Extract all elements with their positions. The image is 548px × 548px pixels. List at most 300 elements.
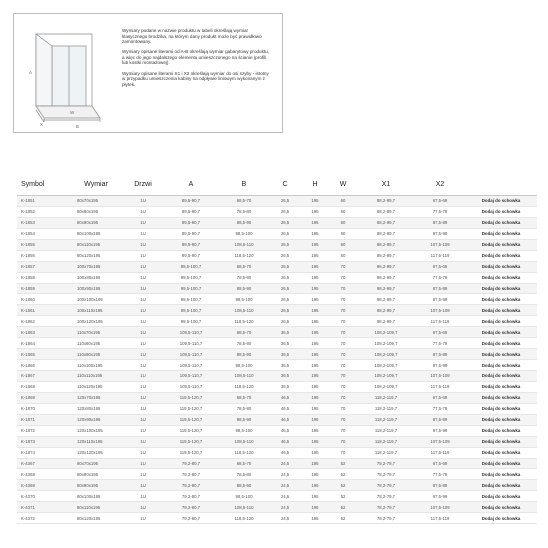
- table-row: [17, 239, 537, 250]
- cell-b: 108,5-110: [219, 239, 269, 250]
- cell-b: 78,5-80: [219, 272, 269, 283]
- table-row: [17, 502, 537, 513]
- cell-b: 98,5-100: [219, 294, 269, 305]
- cell-symbol: K-1860: [17, 294, 69, 305]
- cell-c: 26,5: [269, 261, 301, 272]
- cell-h: 195: [301, 425, 329, 436]
- cell-x1: 78,2-79,7: [357, 480, 415, 491]
- add-to-clipboard-link[interactable]: Dodaj do schowka: [465, 469, 537, 480]
- cell-wymiar: 80x120x195: [69, 250, 123, 261]
- cell-wymiar: 120x90x195: [69, 414, 123, 425]
- cell-symbol: K-1867: [17, 371, 69, 382]
- cell-x2: 77,5-79: [415, 403, 465, 414]
- cell-w: 60: [329, 206, 357, 217]
- cell-a: 79,2-80,7: [163, 469, 219, 480]
- cell-h: 195: [301, 250, 329, 261]
- cell-wymiar: 80x80x195: [69, 206, 123, 217]
- cell-x1: 108,2-109,7: [357, 371, 415, 382]
- cell-c: 36,5: [269, 349, 301, 360]
- cell-b: 88,5-90: [219, 414, 269, 425]
- cell-x1: 98,2-99,7: [357, 294, 415, 305]
- cell-x2: 97,5-99: [415, 228, 465, 239]
- cell-w: 52: [329, 513, 357, 524]
- table-row: [17, 436, 537, 447]
- add-to-clipboard-link[interactable]: Dodaj do schowka: [465, 436, 537, 447]
- cell-a: 79,2-80,7: [163, 480, 219, 491]
- cell-c: 36,5: [269, 327, 301, 338]
- cell-w: 70: [329, 272, 357, 283]
- table-row: [17, 491, 537, 502]
- label-a: A: [29, 70, 33, 75]
- add-to-clipboard-link[interactable]: Dodaj do schowka: [465, 305, 537, 316]
- add-to-clipboard-link[interactable]: Dodaj do schowka: [465, 502, 537, 513]
- cell-b: 98,5-100: [219, 360, 269, 371]
- cell-wymiar: 100x70x195: [69, 261, 123, 272]
- cell-w: 70: [329, 327, 357, 338]
- cell-drzwi: 1U: [123, 513, 163, 524]
- cell-w: 70: [329, 371, 357, 382]
- cell-wymiar: 120x100x195: [69, 425, 123, 436]
- add-to-clipboard-link[interactable]: Dodaj do schowka: [465, 480, 537, 491]
- cell-wymiar: 100x100x195: [69, 294, 123, 305]
- cell-symbol: K-1859: [17, 283, 69, 294]
- cell-h: 195: [301, 217, 329, 228]
- add-to-clipboard-link[interactable]: Dodaj do schowka: [465, 196, 537, 207]
- cell-b: 88,5-90: [219, 283, 269, 294]
- cell-x2: 67,5-69: [415, 327, 465, 338]
- cell-x2: 77,5-79: [415, 206, 465, 217]
- cell-b: 98,5-100: [219, 425, 269, 436]
- cell-w: 70: [329, 392, 357, 403]
- cell-x1: 108,2-109,7: [357, 327, 415, 338]
- cell-x2: 97,5-99: [415, 425, 465, 436]
- add-to-clipboard-link[interactable]: Dodaj do schowka: [465, 327, 537, 338]
- cell-a: 109,5-110,7: [163, 371, 219, 382]
- shower-diagram: [14, 14, 124, 132]
- cell-x1: 78,2-79,7: [357, 513, 415, 524]
- cell-wymiar: 120x80x195: [69, 403, 123, 414]
- cell-h: 195: [301, 436, 329, 447]
- col-c: C: [269, 173, 301, 196]
- cell-drzwi: 1U: [123, 228, 163, 239]
- cell-c: 26,5: [269, 305, 301, 316]
- cell-a: 79,2-80,7: [163, 513, 219, 524]
- add-to-clipboard-link[interactable]: Dodaj do schowka: [465, 228, 537, 239]
- cell-h: 195: [301, 502, 329, 513]
- cell-w: 60: [329, 217, 357, 228]
- cell-x2: 117,5-119: [415, 381, 465, 392]
- cell-x1: 88,2-89,7: [357, 206, 415, 217]
- cell-drzwi: 1U: [123, 458, 163, 469]
- cell-symbol: K-1872: [17, 425, 69, 436]
- cell-b: 78,5-80: [219, 469, 269, 480]
- table-row: [17, 480, 537, 491]
- table-row: [17, 206, 537, 217]
- cell-c: 24,5: [269, 480, 301, 491]
- col-x1: X1: [357, 173, 415, 196]
- cell-h: 195: [301, 447, 329, 458]
- cell-a: 109,5-110,7: [163, 327, 219, 338]
- cell-wymiar: 120x120x195: [69, 447, 123, 458]
- cell-x2: 87,5-89: [415, 283, 465, 294]
- cell-wymiar: 100x110x195: [69, 305, 123, 316]
- cell-h: 195: [301, 294, 329, 305]
- cell-a: 99,5-100,7: [163, 316, 219, 327]
- cell-wymiar: 80x90x195: [69, 217, 123, 228]
- cell-a: 99,5-100,7: [163, 294, 219, 305]
- cell-x2: 87,5-89: [415, 217, 465, 228]
- add-to-clipboard-link[interactable]: Dodaj do schowka: [465, 425, 537, 436]
- cell-c: 26,5: [269, 217, 301, 228]
- table-row: [17, 414, 537, 425]
- cell-x2: 77,5-79: [415, 272, 465, 283]
- cell-x2: 87,5-89: [415, 414, 465, 425]
- add-to-clipboard-link[interactable]: Dodaj do schowka: [465, 491, 537, 502]
- table-row: [17, 327, 537, 338]
- cell-x1: 98,2-99,7: [357, 305, 415, 316]
- cell-a: 89,5-90,7: [163, 196, 219, 207]
- cell-x2: 117,5-119: [415, 513, 465, 524]
- cell-wymiar: 110x110x195: [69, 371, 123, 382]
- cell-symbol: K-4367: [17, 458, 69, 469]
- cell-x1: 88,2-89,7: [357, 228, 415, 239]
- add-to-clipboard-link[interactable]: Dodaj do schowka: [465, 381, 537, 392]
- cell-drzwi: 1U: [123, 327, 163, 338]
- cell-c: 24,5: [269, 469, 301, 480]
- cell-b: 78,5-80: [219, 338, 269, 349]
- table-row: [17, 338, 537, 349]
- cell-w: 70: [329, 381, 357, 392]
- cell-a: 119,5-120,7: [163, 436, 219, 447]
- cell-drzwi: 1U: [123, 338, 163, 349]
- add-to-clipboard-link[interactable]: Dodaj do schowka: [465, 261, 537, 272]
- cell-x1: 98,2-99,7: [357, 272, 415, 283]
- cell-drzwi: 1U: [123, 392, 163, 403]
- cell-symbol: K-1871: [17, 414, 69, 425]
- cell-drzwi: 1U: [123, 261, 163, 272]
- cell-x1: 78,2-79,7: [357, 502, 415, 513]
- table-row: [17, 371, 537, 382]
- cell-symbol: K-1865: [17, 349, 69, 360]
- cell-drzwi: 1U: [123, 480, 163, 491]
- cell-symbol: K-1873: [17, 436, 69, 447]
- cell-drzwi: 1U: [123, 469, 163, 480]
- add-to-clipboard-link[interactable]: Dodaj do schowka: [465, 371, 537, 382]
- cell-symbol: K-1866: [17, 360, 69, 371]
- cell-a: 89,5-90,7: [163, 217, 219, 228]
- cell-x1: 88,2-89,7: [357, 239, 415, 250]
- cell-a: 109,5-110,7: [163, 360, 219, 371]
- cell-symbol: K-1853: [17, 217, 69, 228]
- cell-h: 195: [301, 491, 329, 502]
- cell-b: 108,5-110: [219, 371, 269, 382]
- add-to-clipboard-link[interactable]: Dodaj do schowka: [465, 294, 537, 305]
- cell-h: 195: [301, 513, 329, 524]
- cell-b: 68,5-70: [219, 327, 269, 338]
- cell-x1: 108,2-109,7: [357, 338, 415, 349]
- cell-symbol: K-1854: [17, 228, 69, 239]
- cell-h: 195: [301, 283, 329, 294]
- col-w: W: [329, 173, 357, 196]
- cell-symbol: K-1870: [17, 403, 69, 414]
- cell-c: 46,5: [269, 392, 301, 403]
- cell-w: 70: [329, 436, 357, 447]
- cell-h: 195: [301, 261, 329, 272]
- cell-symbol: K-1862: [17, 316, 69, 327]
- add-to-clipboard-link[interactable]: Dodaj do schowka: [465, 403, 537, 414]
- table-row: [17, 349, 537, 360]
- cell-c: 36,5: [269, 338, 301, 349]
- cell-symbol: K-1857: [17, 261, 69, 272]
- cell-c: 26,5: [269, 239, 301, 250]
- cell-x1: 78,2-79,7: [357, 469, 415, 480]
- cell-a: 119,5-120,7: [163, 425, 219, 436]
- add-to-clipboard-link[interactable]: Dodaj do schowka: [465, 283, 537, 294]
- cell-x2: 117,5-119: [415, 316, 465, 327]
- add-to-clipboard-link[interactable]: Dodaj do schowka: [465, 250, 537, 261]
- add-to-clipboard-link[interactable]: Dodaj do schowka: [465, 414, 537, 425]
- add-to-clipboard-link[interactable]: Dodaj do schowka: [465, 447, 537, 458]
- cell-symbol: K-1868: [17, 381, 69, 392]
- cell-c: 36,5: [269, 360, 301, 371]
- cell-w: 60: [329, 250, 357, 261]
- cell-w: 60: [329, 239, 357, 250]
- cell-symbol: K-4371: [17, 502, 69, 513]
- cell-b: 78,5-80: [219, 206, 269, 217]
- cell-w: 70: [329, 360, 357, 371]
- cell-x1: 88,2-89,7: [357, 196, 415, 207]
- add-to-clipboard-link[interactable]: Dodaj do schowka: [465, 392, 537, 403]
- cell-h: 195: [301, 327, 329, 338]
- cell-a: 109,5-110,7: [163, 338, 219, 349]
- table-row: [17, 316, 537, 327]
- cell-h: 195: [301, 360, 329, 371]
- cell-b: 98,5-100: [219, 491, 269, 502]
- cell-drzwi: 1U: [123, 491, 163, 502]
- cell-drzwi: 1U: [123, 381, 163, 392]
- cell-a: 89,5-90,7: [163, 206, 219, 217]
- label-w: W: [70, 110, 75, 115]
- cell-drzwi: 1U: [123, 349, 163, 360]
- cell-symbol: K-1858: [17, 272, 69, 283]
- cell-a: 119,5-120,7: [163, 414, 219, 425]
- cell-b: 118,5-120: [219, 513, 269, 524]
- cell-x2: 87,5-89: [415, 349, 465, 360]
- cell-h: 195: [301, 272, 329, 283]
- cell-drzwi: 1U: [123, 502, 163, 513]
- cell-c: 46,5: [269, 447, 301, 458]
- col-symbol: Symbol: [17, 173, 69, 196]
- cell-wymiar: 110x80x195: [69, 338, 123, 349]
- cell-b: 118,5-120: [219, 250, 269, 261]
- cell-x1: 118,2-119,7: [357, 403, 415, 414]
- cell-b: 68,5-70: [219, 196, 269, 207]
- cell-x2: 117,5-119: [415, 447, 465, 458]
- cell-w: 70: [329, 403, 357, 414]
- add-to-clipboard-link[interactable]: Dodaj do schowka: [465, 513, 537, 524]
- cell-c: 26,5: [269, 228, 301, 239]
- table-row: [17, 283, 537, 294]
- cell-wymiar: 80x120x195: [69, 513, 123, 524]
- cell-h: 195: [301, 349, 329, 360]
- cell-h: 195: [301, 414, 329, 425]
- cell-drzwi: 1U: [123, 316, 163, 327]
- cell-a: 89,5-90,7: [163, 239, 219, 250]
- cell-w: 70: [329, 316, 357, 327]
- cell-symbol: K-1869: [17, 392, 69, 403]
- cell-x2: 97,5-99: [415, 360, 465, 371]
- cell-x2: 117,5-119: [415, 250, 465, 261]
- cell-w: 70: [329, 294, 357, 305]
- cell-wymiar: 80x80x195: [69, 469, 123, 480]
- cell-x2: 77,5-79: [415, 338, 465, 349]
- table-row: [17, 217, 537, 228]
- cell-h: 195: [301, 196, 329, 207]
- cell-wymiar: 80x110x195: [69, 502, 123, 513]
- cell-w: 70: [329, 349, 357, 360]
- cell-h: 195: [301, 392, 329, 403]
- cell-b: 108,5-110: [219, 502, 269, 513]
- add-to-clipboard-link[interactable]: Dodaj do schowka: [465, 239, 537, 250]
- cell-x2: 107,5-109: [415, 436, 465, 447]
- table-row: [17, 360, 537, 371]
- cell-wymiar: 80x110x195: [69, 239, 123, 250]
- table-row: [17, 250, 537, 261]
- cell-x2: 107,5-109: [415, 502, 465, 513]
- cell-a: 109,5-110,7: [163, 349, 219, 360]
- cell-x1: 108,2-109,7: [357, 349, 415, 360]
- cell-x2: 87,5-89: [415, 480, 465, 491]
- cell-w: 70: [329, 414, 357, 425]
- cell-drzwi: 1U: [123, 206, 163, 217]
- cell-c: 26,5: [269, 272, 301, 283]
- cell-drzwi: 1U: [123, 294, 163, 305]
- cell-a: 109,5-110,7: [163, 381, 219, 392]
- cell-w: 70: [329, 425, 357, 436]
- col-action: [465, 173, 537, 196]
- cell-symbol: K-1863: [17, 327, 69, 338]
- cell-h: 195: [301, 458, 329, 469]
- cell-drzwi: 1U: [123, 239, 163, 250]
- add-to-clipboard-link[interactable]: Dodaj do schowka: [465, 338, 537, 349]
- cell-c: 46,5: [269, 414, 301, 425]
- note-3: Wymiary opisane literami X1 i X2 określają wymiar do osi szyby - istotny w przypadku umieszczenia kabiny na odpływie liniowym wykonanym z płytek.: [122, 70, 269, 87]
- cell-w: 52: [329, 469, 357, 480]
- cell-h: 195: [301, 480, 329, 491]
- cell-h: 195: [301, 206, 329, 217]
- table-row: [17, 447, 537, 458]
- cell-a: 99,5-100,7: [163, 261, 219, 272]
- cell-drzwi: 1U: [123, 436, 163, 447]
- cell-b: 108,5-110: [219, 436, 269, 447]
- table-body: [17, 196, 537, 524]
- note-2: Wymiary opisane literami od A-B określają wymiar gabarytowy produktu, a więc do jego najdalszego elementu umieszczonego na ścianie (profili lub kostki montażowej).: [122, 49, 270, 66]
- add-to-clipboard-link[interactable]: Dodaj do schowka: [465, 206, 537, 217]
- cell-symbol: K-1874: [17, 447, 69, 458]
- cell-b: 88,5-90: [219, 349, 269, 360]
- cell-drzwi: 1U: [123, 371, 163, 382]
- cell-a: 99,5-100,7: [163, 272, 219, 283]
- cell-wymiar: 80x90x195: [69, 480, 123, 491]
- table-row: [17, 513, 537, 524]
- cell-h: 195: [301, 338, 329, 349]
- add-to-clipboard-link[interactable]: Dodaj do schowka: [465, 458, 537, 469]
- cell-h: 195: [301, 316, 329, 327]
- add-to-clipboard-link[interactable]: Dodaj do schowka: [465, 217, 537, 228]
- cell-c: 46,5: [269, 436, 301, 447]
- cell-x1: 98,2-99,7: [357, 283, 415, 294]
- cell-drzwi: 1U: [123, 360, 163, 371]
- add-to-clipboard-link[interactable]: Dodaj do schowka: [465, 349, 537, 360]
- label-x: X: [40, 122, 44, 127]
- table-row: [17, 196, 537, 207]
- cell-b: 68,5-70: [219, 458, 269, 469]
- table-row: [17, 425, 537, 436]
- cell-drzwi: 1U: [123, 425, 163, 436]
- cell-h: 195: [301, 469, 329, 480]
- cell-a: 119,5-120,7: [163, 447, 219, 458]
- cell-b: 78,5-80: [219, 403, 269, 414]
- cell-w: 70: [329, 305, 357, 316]
- cell-c: 24,5: [269, 513, 301, 524]
- table-row: [17, 403, 537, 414]
- add-to-clipboard-link[interactable]: Dodaj do schowka: [465, 316, 537, 327]
- cell-a: 89,5-90,7: [163, 228, 219, 239]
- cell-x2: 107,5-109: [415, 371, 465, 382]
- cell-c: 26,5: [269, 294, 301, 305]
- add-to-clipboard-link[interactable]: Dodaj do schowka: [465, 360, 537, 371]
- cell-x1: 118,2-119,7: [357, 447, 415, 458]
- cell-b: 88,5-90: [219, 480, 269, 491]
- cell-x2: 107,5-109: [415, 239, 465, 250]
- cell-c: 26,5: [269, 196, 301, 207]
- cell-w: 70: [329, 338, 357, 349]
- cell-x1: 118,2-119,7: [357, 392, 415, 403]
- cell-b: 118,5-120: [219, 316, 269, 327]
- notes: [122, 28, 272, 92]
- table-row: [17, 272, 537, 283]
- cell-w: 60: [329, 228, 357, 239]
- cell-b: 88,5-90: [219, 217, 269, 228]
- add-to-clipboard-link[interactable]: Dodaj do schowka: [465, 272, 537, 283]
- cell-wymiar: 110x70x195: [69, 327, 123, 338]
- table-row: [17, 294, 537, 305]
- cell-x1: 88,2-89,7: [357, 217, 415, 228]
- cell-wymiar: 100x90x195: [69, 283, 123, 294]
- table-row: [17, 392, 537, 403]
- cell-symbol: K-1864: [17, 338, 69, 349]
- table-row: [17, 261, 537, 272]
- cell-wymiar: 120x110x195: [69, 436, 123, 447]
- cell-symbol: K-1852: [17, 206, 69, 217]
- cell-x2: 67,5-69: [415, 196, 465, 207]
- cell-drzwi: 1U: [123, 250, 163, 261]
- cell-wymiar: 80x100x195: [69, 228, 123, 239]
- table-header: [17, 173, 537, 196]
- cell-x2: 97,5-99: [415, 294, 465, 305]
- cell-a: 119,5-120,7: [163, 392, 219, 403]
- note-1: Wymiary podane w nazwie produktu w tabeli określają wymiar klasycznego brodzika, na którym dany produkt może być prawidłowo zamontowany.: [122, 28, 262, 45]
- cell-symbol: K-4370: [17, 491, 69, 502]
- cell-c: 24,5: [269, 491, 301, 502]
- cell-x1: 78,2-79,7: [357, 491, 415, 502]
- table-row: [17, 458, 537, 469]
- cell-c: 36,5: [269, 381, 301, 392]
- cell-wymiar: 80x70x195: [69, 196, 123, 207]
- cell-h: 195: [301, 239, 329, 250]
- cell-h: 195: [301, 403, 329, 414]
- cell-x1: 88,2-89,7: [357, 250, 415, 261]
